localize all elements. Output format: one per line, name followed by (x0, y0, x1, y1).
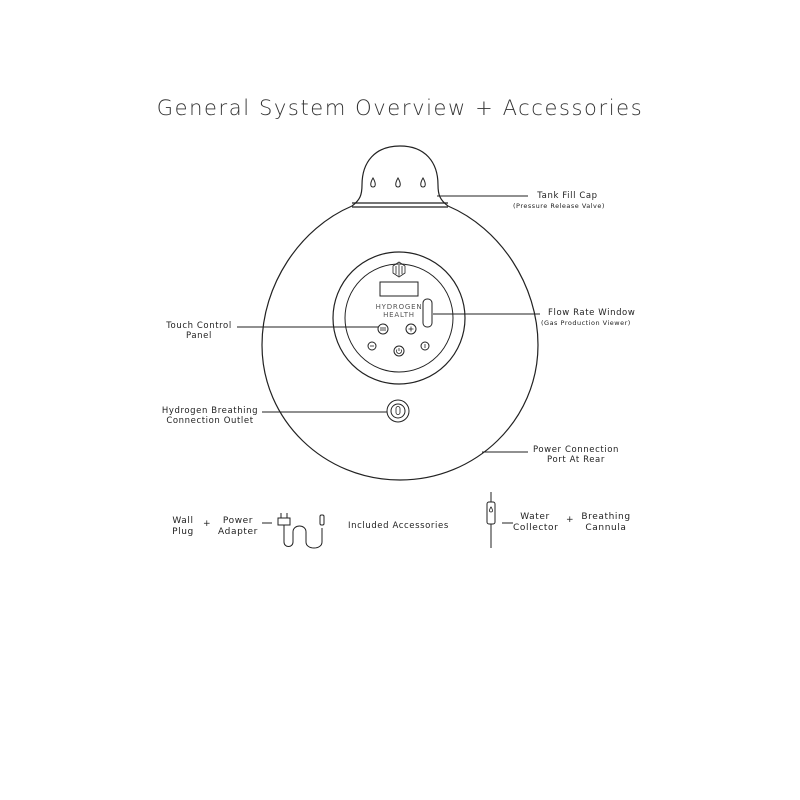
label-power-port-line2: Port At Rear (547, 455, 605, 465)
accessory-power-adapter-line1: Power (222, 516, 254, 526)
accessory-breathing-cannula-line1: Breathing (581, 512, 631, 522)
plus-sign: + (566, 515, 574, 525)
breathing-outlet-outer (387, 400, 409, 422)
label-tank-fill-cap-sub: (Pressure Release Valve) (513, 202, 605, 210)
label-tank-fill-cap-title: Tank Fill Cap (537, 191, 598, 201)
device-brand-line1: HYDROGEN (375, 303, 423, 311)
included-accessories-label: Included Accessories (348, 521, 449, 531)
plus-sign: + (203, 519, 211, 529)
water-drop-icon (396, 178, 401, 187)
accessory-breathing-cannula (578, 512, 634, 534)
accessory-wall-plug-line2: Plug (172, 527, 194, 537)
label-breathing-outlet-line2: Connection Outlet (166, 416, 254, 426)
device-brand (372, 303, 426, 319)
label-flow-rate-window (541, 308, 635, 328)
accessory-power-adapter-line2: Adapter (218, 527, 258, 537)
label-power-port-line1: Power Connection (532, 445, 620, 455)
label-tank-fill-cap (513, 191, 605, 211)
label-flow-rate-title: Flow Rate Window (548, 308, 636, 318)
label-touch-control-panel (163, 321, 235, 341)
accessory-water-collector-line2: Collector (513, 523, 559, 533)
label-flow-rate-sub: (Gas Production Viewer) (541, 319, 631, 327)
label-power-port (528, 445, 624, 465)
accessory-power-adapter (216, 516, 260, 538)
water-collector-icon (487, 492, 495, 548)
device-brand-line2: HEALTH (383, 311, 415, 319)
label-touch-control-line1: Touch Control (166, 321, 232, 331)
accessory-breathing-cannula-line2: Cannula (585, 523, 627, 533)
water-drop-icon (371, 178, 376, 187)
water-drop-icon (421, 178, 426, 187)
power-adapter-icon (278, 513, 324, 548)
diagram-title: General System Overview + Accessories (156, 96, 644, 120)
label-breathing-outlet-line1: Hydrogen Breathing (161, 406, 259, 416)
accessory-water-collector (513, 512, 557, 534)
plus-icon (409, 327, 414, 332)
accessory-wall-plug-line1: Wall (172, 516, 194, 526)
accessory-water-collector-line1: Water (520, 512, 550, 522)
play-pause-icon (381, 327, 385, 331)
power-icon (397, 348, 402, 354)
display-screen (380, 282, 418, 296)
label-breathing-outlet (160, 406, 260, 426)
label-touch-control-line2: Panel (186, 331, 212, 341)
accessory-wall-plug (168, 516, 198, 538)
breathing-outlet-port (396, 407, 400, 415)
